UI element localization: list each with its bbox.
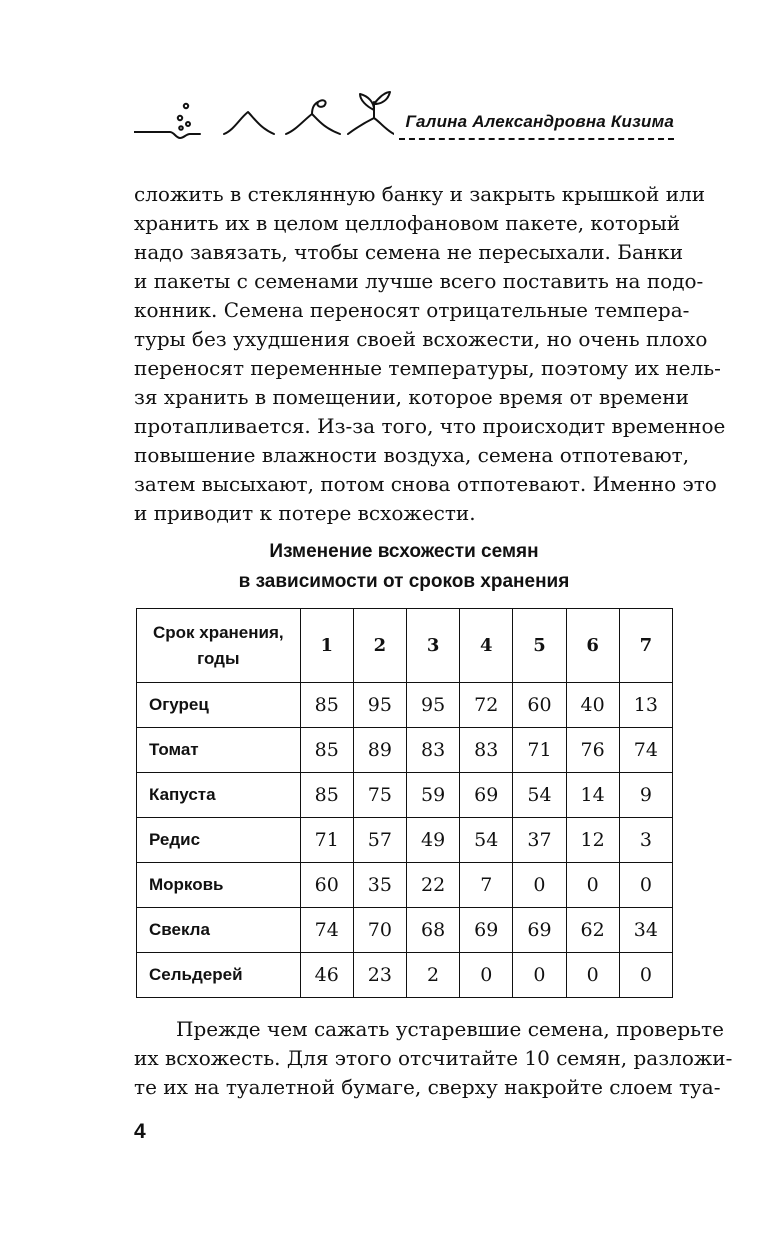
text-line: надо завязать, чтобы семена не пересыхали. Банки [134,240,684,264]
crop-name-cell: Редис [137,818,301,863]
value-cell: 71 [513,728,566,773]
header-divider [399,138,674,140]
value-cell: 14 [566,773,619,818]
table-header-row [137,609,673,683]
value-cell: 22 [406,863,459,908]
value-cell: 0 [566,953,619,998]
table-row [137,908,673,953]
crop-name-cell: Капуста [137,773,301,818]
value-cell: 74 [300,908,353,953]
crop-name-cell: Морковь [137,863,301,908]
body-paragraph [134,1015,733,1102]
header-label-line: годы [197,648,240,668]
value-cell: 0 [460,953,513,998]
table-title-line: в зависимости от сроков хранения [238,571,570,592]
table-title [134,537,674,597]
crop-name-cell: Сельдерей [137,953,301,998]
value-cell: 95 [353,683,406,728]
year-header-cell: 2 [353,609,406,683]
running-header [134,82,674,144]
value-cell: 70 [353,908,406,953]
text-line: туры без ухудшения своей всхожести, но очень плохо [134,327,708,351]
year-header-cell: 5 [513,609,566,683]
text-line: Прежде чем сажать устаревшие семена, проверьте [176,1017,724,1041]
header-label-cell [137,609,301,683]
header-label-line: Срок хранения, [152,622,284,642]
value-cell: 54 [513,773,566,818]
value-cell: 85 [300,773,353,818]
value-cell: 40 [566,683,619,728]
value-cell: 60 [300,863,353,908]
table-row [137,953,673,998]
value-cell: 0 [513,953,566,998]
value-cell: 0 [619,953,672,998]
text-line: их всхожесть. Для этого отсчитайте 10 семян, разложи- [134,1046,733,1070]
value-cell: 57 [353,818,406,863]
value-cell: 83 [460,728,513,773]
crop-name-cell: Томат [137,728,301,773]
year-header-cell: 7 [619,609,672,683]
text-line: переносят переменные температуры, поэтому их нель- [134,356,721,380]
value-cell: 62 [566,908,619,953]
value-cell: 23 [353,953,406,998]
value-cell: 76 [566,728,619,773]
value-cell: 0 [513,863,566,908]
value-cell: 37 [513,818,566,863]
crop-name-cell: Огурец [137,683,301,728]
value-cell: 95 [406,683,459,728]
value-cell: 85 [300,683,353,728]
value-cell: 12 [566,818,619,863]
value-cell: 83 [406,728,459,773]
value-cell: 0 [566,863,619,908]
table-title-line: Изменение всхожести семян [269,541,539,562]
text-line: зя хранить в помещении, которое время от времени [134,385,689,409]
value-cell: 60 [513,683,566,728]
value-cell: 13 [619,683,672,728]
crop-name-cell: Свекла [137,908,301,953]
text-line: хранить их в целом целлофановом пакете, который [134,211,681,235]
value-cell: 71 [300,818,353,863]
text-line: протапливается. Из-за того, что происходит временное [134,414,726,438]
value-cell: 74 [619,728,672,773]
text-line: и приводит к потере всхожести. [134,501,476,525]
value-cell: 75 [353,773,406,818]
text-line: конник. Семена переносят отрицательные темпера- [134,298,690,322]
value-cell: 2 [406,953,459,998]
table-row [137,728,673,773]
year-header-cell: 4 [460,609,513,683]
text-line: и пакеты с семенами лучше всего поставить на подо- [134,269,704,293]
value-cell: 69 [460,773,513,818]
value-cell: 89 [353,728,406,773]
page-number: 4 [134,1120,146,1143]
table-row [137,773,673,818]
value-cell: 59 [406,773,459,818]
germination-table [136,608,673,998]
value-cell: 85 [300,728,353,773]
text-line: те их на туалетной бумаге, сверху накройте слоем туа- [134,1075,721,1099]
table-row [137,818,673,863]
value-cell: 35 [353,863,406,908]
value-cell: 9 [619,773,672,818]
value-cell: 68 [406,908,459,953]
value-cell: 34 [619,908,672,953]
value-cell: 46 [300,953,353,998]
year-header-cell: 3 [406,609,459,683]
author-name: Галина Александровна Кизима [405,112,674,131]
text-line: повышение влажности воздуха, семена отпотевают, [134,443,690,467]
sprouting-seeds-icon [134,88,394,142]
value-cell: 54 [460,818,513,863]
year-header-cell: 1 [300,609,353,683]
text-line: затем высыхают, потом снова отпотевают. Именно это [134,472,717,496]
year-header-cell: 6 [566,609,619,683]
value-cell: 72 [460,683,513,728]
table-row [137,683,673,728]
value-cell: 69 [460,908,513,953]
table-row [137,863,673,908]
text-line: сложить в стеклянную банку и закрыть крышкой или [134,182,706,206]
body-paragraph [134,180,726,528]
value-cell: 49 [406,818,459,863]
value-cell: 0 [619,863,672,908]
value-cell: 69 [513,908,566,953]
value-cell: 7 [460,863,513,908]
value-cell: 3 [619,818,672,863]
